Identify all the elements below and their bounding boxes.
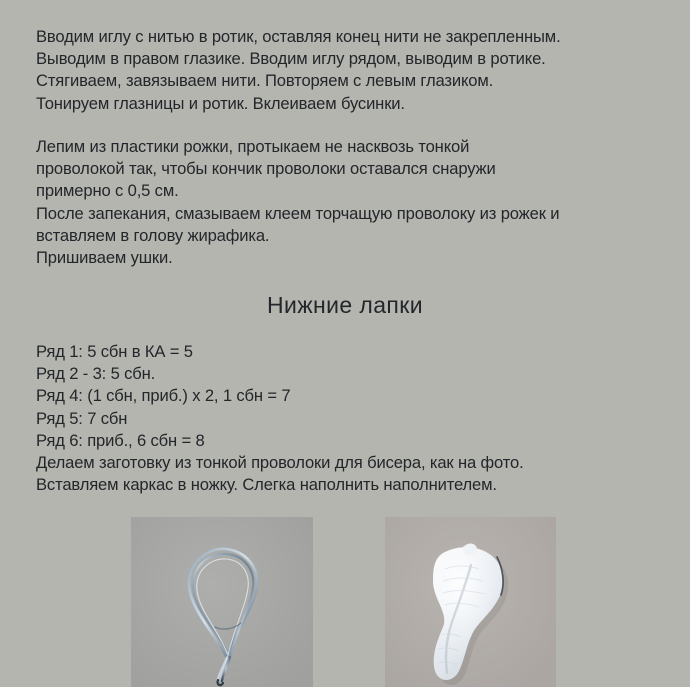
text-line: Выводим в правом глазике. Вводим иглу рядом, выводим в ротике.: [36, 49, 546, 69]
text-line: Лепим из пластики рожки, протыкаем не насквозь тонкой: [36, 137, 470, 156]
text-line: вставляем в голову жирафика.: [36, 225, 270, 245]
wire-frame-photo: [131, 517, 313, 687]
row-instruction: Ряд 6: приб., 6 сбн = 8: [36, 430, 205, 450]
paragraph-frame-instructions: [36, 452, 662, 496]
stuffed-leg-photo: [385, 517, 556, 687]
row-instruction: Ряд 2 - 3: 5 сбн.: [36, 364, 156, 384]
section-title: Нижние лапки: [267, 292, 423, 318]
text-line: Делаем заготовку из тонкой проволоки для бисера, как на фото.: [36, 453, 524, 472]
paragraph-row-instructions: [36, 341, 662, 452]
text-line: После запекания, смазываем клеем торчащую проволоку из рожек и: [36, 203, 560, 223]
row-instruction: Ряд 1: 5 сбн в КА = 5: [36, 342, 193, 361]
text-line: Тонируем глазницы и ротик. Вклеиваем бусинки.: [36, 93, 405, 113]
wire-frame-illustration: [131, 517, 313, 687]
row-instruction: Ряд 5: 7 сбн: [36, 408, 128, 428]
row-instruction: Ряд 4: (1 сбн, приб.) х 2, 1 сбн = 7: [36, 386, 291, 406]
stuffed-leg-illustration: [385, 517, 556, 687]
text-line: проволокой так, чтобы кончик проволоки оставался снаружи: [36, 159, 496, 179]
text-line: примерно с 0,5 см.: [36, 181, 179, 201]
text-line: Вводим иглу с нитью в ротик, оставляя конец нити не закрепленным.: [36, 27, 561, 46]
text-line: Стягиваем, завязываем нити. Повторяем с левым глазиком.: [36, 71, 494, 91]
paragraph-horns: [36, 136, 662, 269]
text-line: Вставляем каркас в ножку. Слегка наполнить наполнителем.: [36, 475, 497, 495]
text-line: Пришиваем ушки.: [36, 248, 173, 268]
paragraph-head-finishing: [36, 26, 662, 115]
